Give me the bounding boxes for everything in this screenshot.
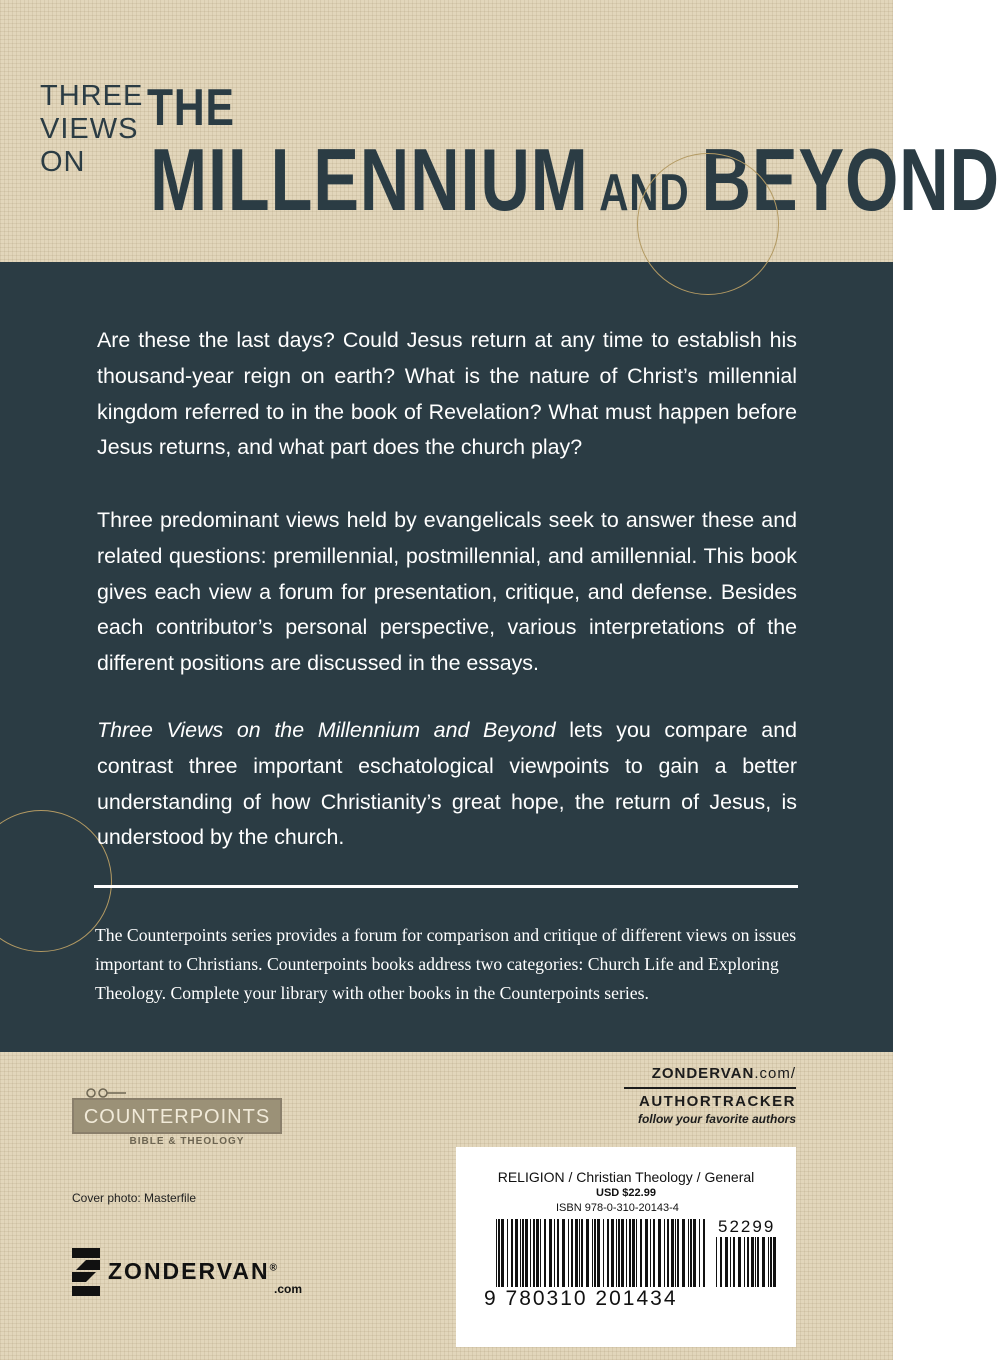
counterpoints-badge	[72, 1098, 282, 1134]
title-prefix-line-3: ON	[40, 146, 86, 178]
cover-photo-credit: Cover photo: Masterfile	[72, 1191, 197, 1205]
isbn-label: ISBN 978-0-310-20143-4	[556, 1202, 679, 1214]
counterpoints-name: COUNTERPOINTS	[83, 1106, 271, 1128]
author-tracker-rule	[624, 1087, 796, 1089]
title-and: AND	[599, 164, 690, 222]
title-millennium: MILLENNIUM	[150, 130, 589, 229]
counterpoints-subtitle: BIBLE & THEOLOGY	[129, 1136, 245, 1147]
blurb-paragraph-3	[97, 713, 797, 856]
price-supplement-code: 52299	[718, 1217, 776, 1236]
title-the: THE	[147, 79, 235, 137]
zondervan-mark-icon	[72, 1248, 100, 1296]
zondervan-wordmark: ZONDERVAN®	[108, 1258, 279, 1284]
title-prefix	[40, 80, 144, 179]
title-prefix-line-1: THREE	[40, 80, 144, 112]
blurb-paragraph-3-text: lets you compare and contrast three important eschatological viewpoints to gain a better understanding of how Christianity’s great hope, the return of Jesus, is understood by the church.	[97, 718, 797, 850]
divider-rule	[94, 885, 798, 888]
author-tracker-tagline: follow your favorite authors	[637, 1112, 796, 1126]
book-title	[150, 130, 1000, 229]
author-tracker	[624, 1064, 796, 1126]
author-tracker-label: AUTHORTRACKER	[639, 1093, 796, 1110]
counterpoints-logo	[72, 1090, 287, 1150]
barcode-digits: 9 780310 201434	[484, 1287, 678, 1310]
blurb-paragraph-2: Three predominant views held by evangelicals seek to answer these and related questions: premillennial, postmillennial, and amillennial. This book gives each view a forum for presentation, critique, and defense. Besides each contributor’s personal perspective, various interpretations of the different positions are discussed in the essays.	[97, 508, 797, 676]
category-label: RELIGION / Christian Theology / General	[497, 1169, 755, 1185]
price-supplement-barcode	[716, 1237, 776, 1287]
series-note: The Counterpoints series provides a forum for comparison and critique of different views on issues important to Christians. Counterpoints books address two categories: Church Life and Exploring Theology. Complete your library with other books in the Counterpoints series.	[95, 925, 797, 1003]
title-prefix-line-2: VIEWS	[40, 113, 139, 145]
title-beyond: BEYOND	[701, 130, 1000, 229]
isbn-barcode	[496, 1219, 708, 1287]
decorative-circle-top-right	[637, 153, 779, 295]
barcode-label	[456, 1147, 796, 1347]
blurb-book-title: Three Views on the Millennium and Beyond	[97, 718, 556, 742]
zondervan-url: ZONDERVAN.com/	[651, 1065, 796, 1082]
zondervan-logo	[72, 1248, 332, 1296]
blurb-paragraph-1: Are these the last days? Could Jesus return at any time to establish his thousand-year reign on earth? What is the nature of Christ’s millennial kingdom referred to in the book of Revelation? What must happen before Jesus returns, and what part does the church play?	[97, 328, 797, 460]
price-label: USD $22.99	[596, 1187, 656, 1199]
zondervan-dotcom: .com	[274, 1282, 303, 1296]
